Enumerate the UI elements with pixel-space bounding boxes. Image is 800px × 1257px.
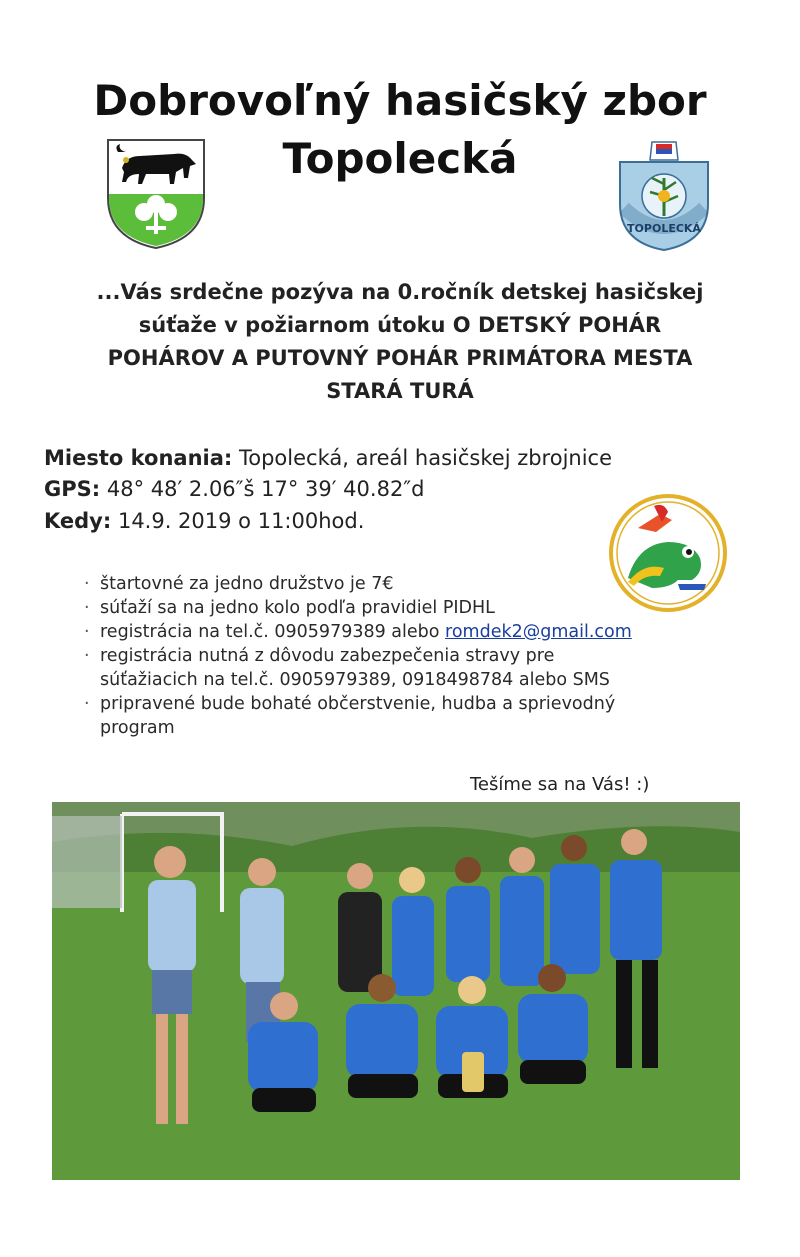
title-line-2: Topolecká xyxy=(282,134,518,183)
invitation-line-3: POHÁROV A PUTOVNÝ POHÁR PRIMÁTORA MESTA xyxy=(107,346,693,370)
when-row xyxy=(44,506,364,536)
gps-value: 48° 48′ 2.06″š 17° 39′ 40.82″d xyxy=(106,477,425,501)
place-value: Topolecká, areál hasičskej zbrojnice xyxy=(238,446,613,470)
bullet-text-line-2: program xyxy=(100,718,175,738)
bullet-text-line-1: registrácia nutná z dôvodu zabezpečenia stravy pre xyxy=(100,646,555,666)
gps-row xyxy=(44,474,424,504)
topolecka-emblem-logo xyxy=(616,138,712,252)
bullet-rules xyxy=(82,596,762,620)
bullet-text: registrácia na tel.č. 0905979389 alebo xyxy=(100,622,446,642)
bullet-text: štartovné za jedno družstvo je 7€ xyxy=(100,574,394,594)
bullet-marker: · xyxy=(84,646,90,666)
when-value: 14.9. 2019 o 11:00hod. xyxy=(117,509,365,533)
title-line-1: Dobrovoľný hasičský zbor xyxy=(93,76,707,125)
bullet-catering-registration xyxy=(82,644,762,692)
bullet-text-line-2: súťažiacich na tel.č. 0905979389, 0918498784 alebo SMS xyxy=(100,670,610,690)
bullet-entry-fee xyxy=(82,572,762,596)
invitation-line-4: STARÁ TURÁ xyxy=(326,379,474,403)
bullet-marker: · xyxy=(84,694,90,714)
invitation-line-2: súťaže v požiarnom útoku O DETSKÝ POHÁR xyxy=(138,313,662,337)
when-label: Kedy: xyxy=(44,509,112,533)
email-link[interactable]: romdek2@gmail.com xyxy=(445,622,632,642)
closing-text: Tešíme sa na Vás! :) xyxy=(470,774,650,795)
emblem-text: TOPOLECKÁ xyxy=(627,222,701,235)
bullet-text: súťaží sa na jedno kolo podľa pravidiel PIDHL xyxy=(100,598,495,618)
gps-label: GPS: xyxy=(44,477,101,501)
bullet-marker: · xyxy=(84,622,90,642)
team-photo xyxy=(52,802,740,1180)
coat-of-arms-logo xyxy=(106,138,206,250)
place-label: Miesto konania: xyxy=(44,446,233,470)
bullet-marker: · xyxy=(84,574,90,594)
bullet-marker: · xyxy=(84,598,90,618)
info-bullet-list xyxy=(82,572,762,740)
bullet-refreshments xyxy=(82,692,762,740)
place-row xyxy=(44,443,612,473)
invitation-line-1: ...Vás srdečne pozýva na 0.ročník detskej hasičskej xyxy=(96,280,704,304)
bullet-text-line-1: pripravené bude bohaté občerstvenie, hudba a sprievodný xyxy=(100,694,616,714)
bullet-registration xyxy=(82,620,762,644)
